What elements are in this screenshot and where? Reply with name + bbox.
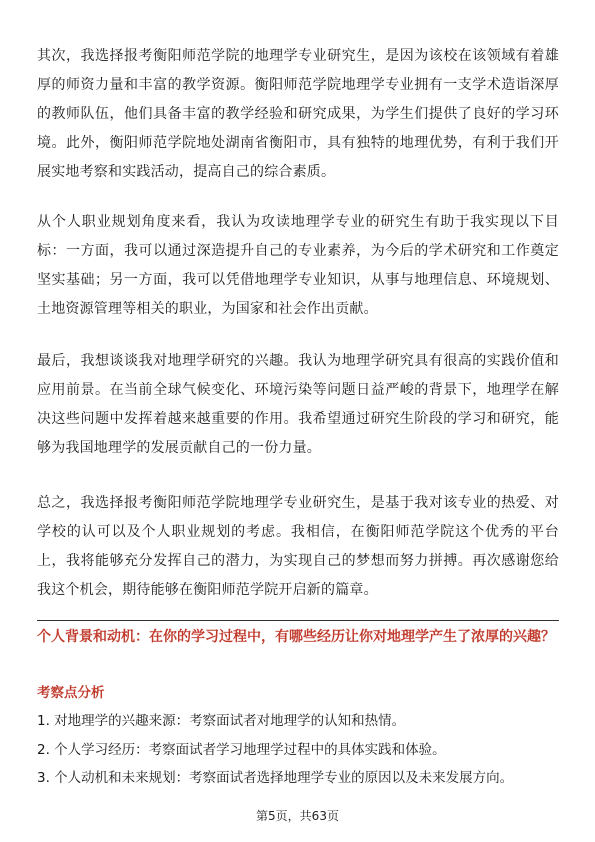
- list-item: 3. 个人动机和未来规划：考察面试者选择地理学专业的原因以及未来发展方向。: [37, 770, 514, 786]
- list-item: 2. 个人学习经历：考察面试者学习地理学过程中的具体实践和体验。: [37, 741, 446, 758]
- body-paragraph: 从个人职业规划角度来看，我认为攻读地理学专业的研究生有助于我实现以下目标：一方面，我可以通过深造提升自己的专业素养，为今后的学术研究和工作奠定坚实基础；另一方面，我可以凭借地理学专业知识，从事与地理信息、环境规划、土地资源管理等相关的职业，为国家和社会作出贡献。: [37, 214, 559, 317]
- body-paragraph: 总之，我选择报考衡阳师范学院地理学专业研究生，是基于我对该专业的热爱、对学校的认可以及个人职业规划的考虑。我相信，在衡阳师范学院这个优秀的平台上，我将能够充分发挥自己的潜力，为实现自己的梦想而努力拼搏。再次感谢您给我这个机会，期待能够在衡阳师范学院开启新的篇章。: [37, 495, 559, 598]
- body-paragraph: 其次，我选择报考衡阳师范学院的地理学专业研究生，是因为该校在该领域有着雄厚的师资力量和丰富的教学资源。衡阳师范学院地理学专业拥有一支学术造诣深厚的教师队伍，他们具备丰富的教学经验和研究成果，为学生们提供了良好的学习环境。此外，衡阳师范学院地处湖南省衡阳市，具有独特的地理优势，有利于我们开展实地考察和实践活动，提高自己的综合素质。: [37, 48, 559, 180]
- body-paragraph: 最后，我想谈谈我对地理学研究的兴趣。我认为地理学研究具有很高的实践价值和应用前景。在当前全球气候变化、环境污染等问题日益严峻的背景下，地理学在解决这些问题中发挥着越来越重要的作用。我希望通过研究生阶段的学习和研究，能够为我国地理学的发展贡献自己的一份力量。: [37, 353, 559, 456]
- analysis-heading: 考察点分析: [37, 685, 105, 701]
- analysis-list: [37, 707, 559, 793]
- interview-question: 个人背景和动机：在你的学习过程中，有哪些经历让你对地理学产生了浓厚的兴趣？: [37, 629, 555, 645]
- page-number-footer: 第5页，共63页: [256, 809, 339, 823]
- section-divider: [37, 620, 559, 621]
- list-item: 1. 对地理学的兴趣来源：考察面试者对地理学的认知和热情。: [37, 713, 406, 729]
